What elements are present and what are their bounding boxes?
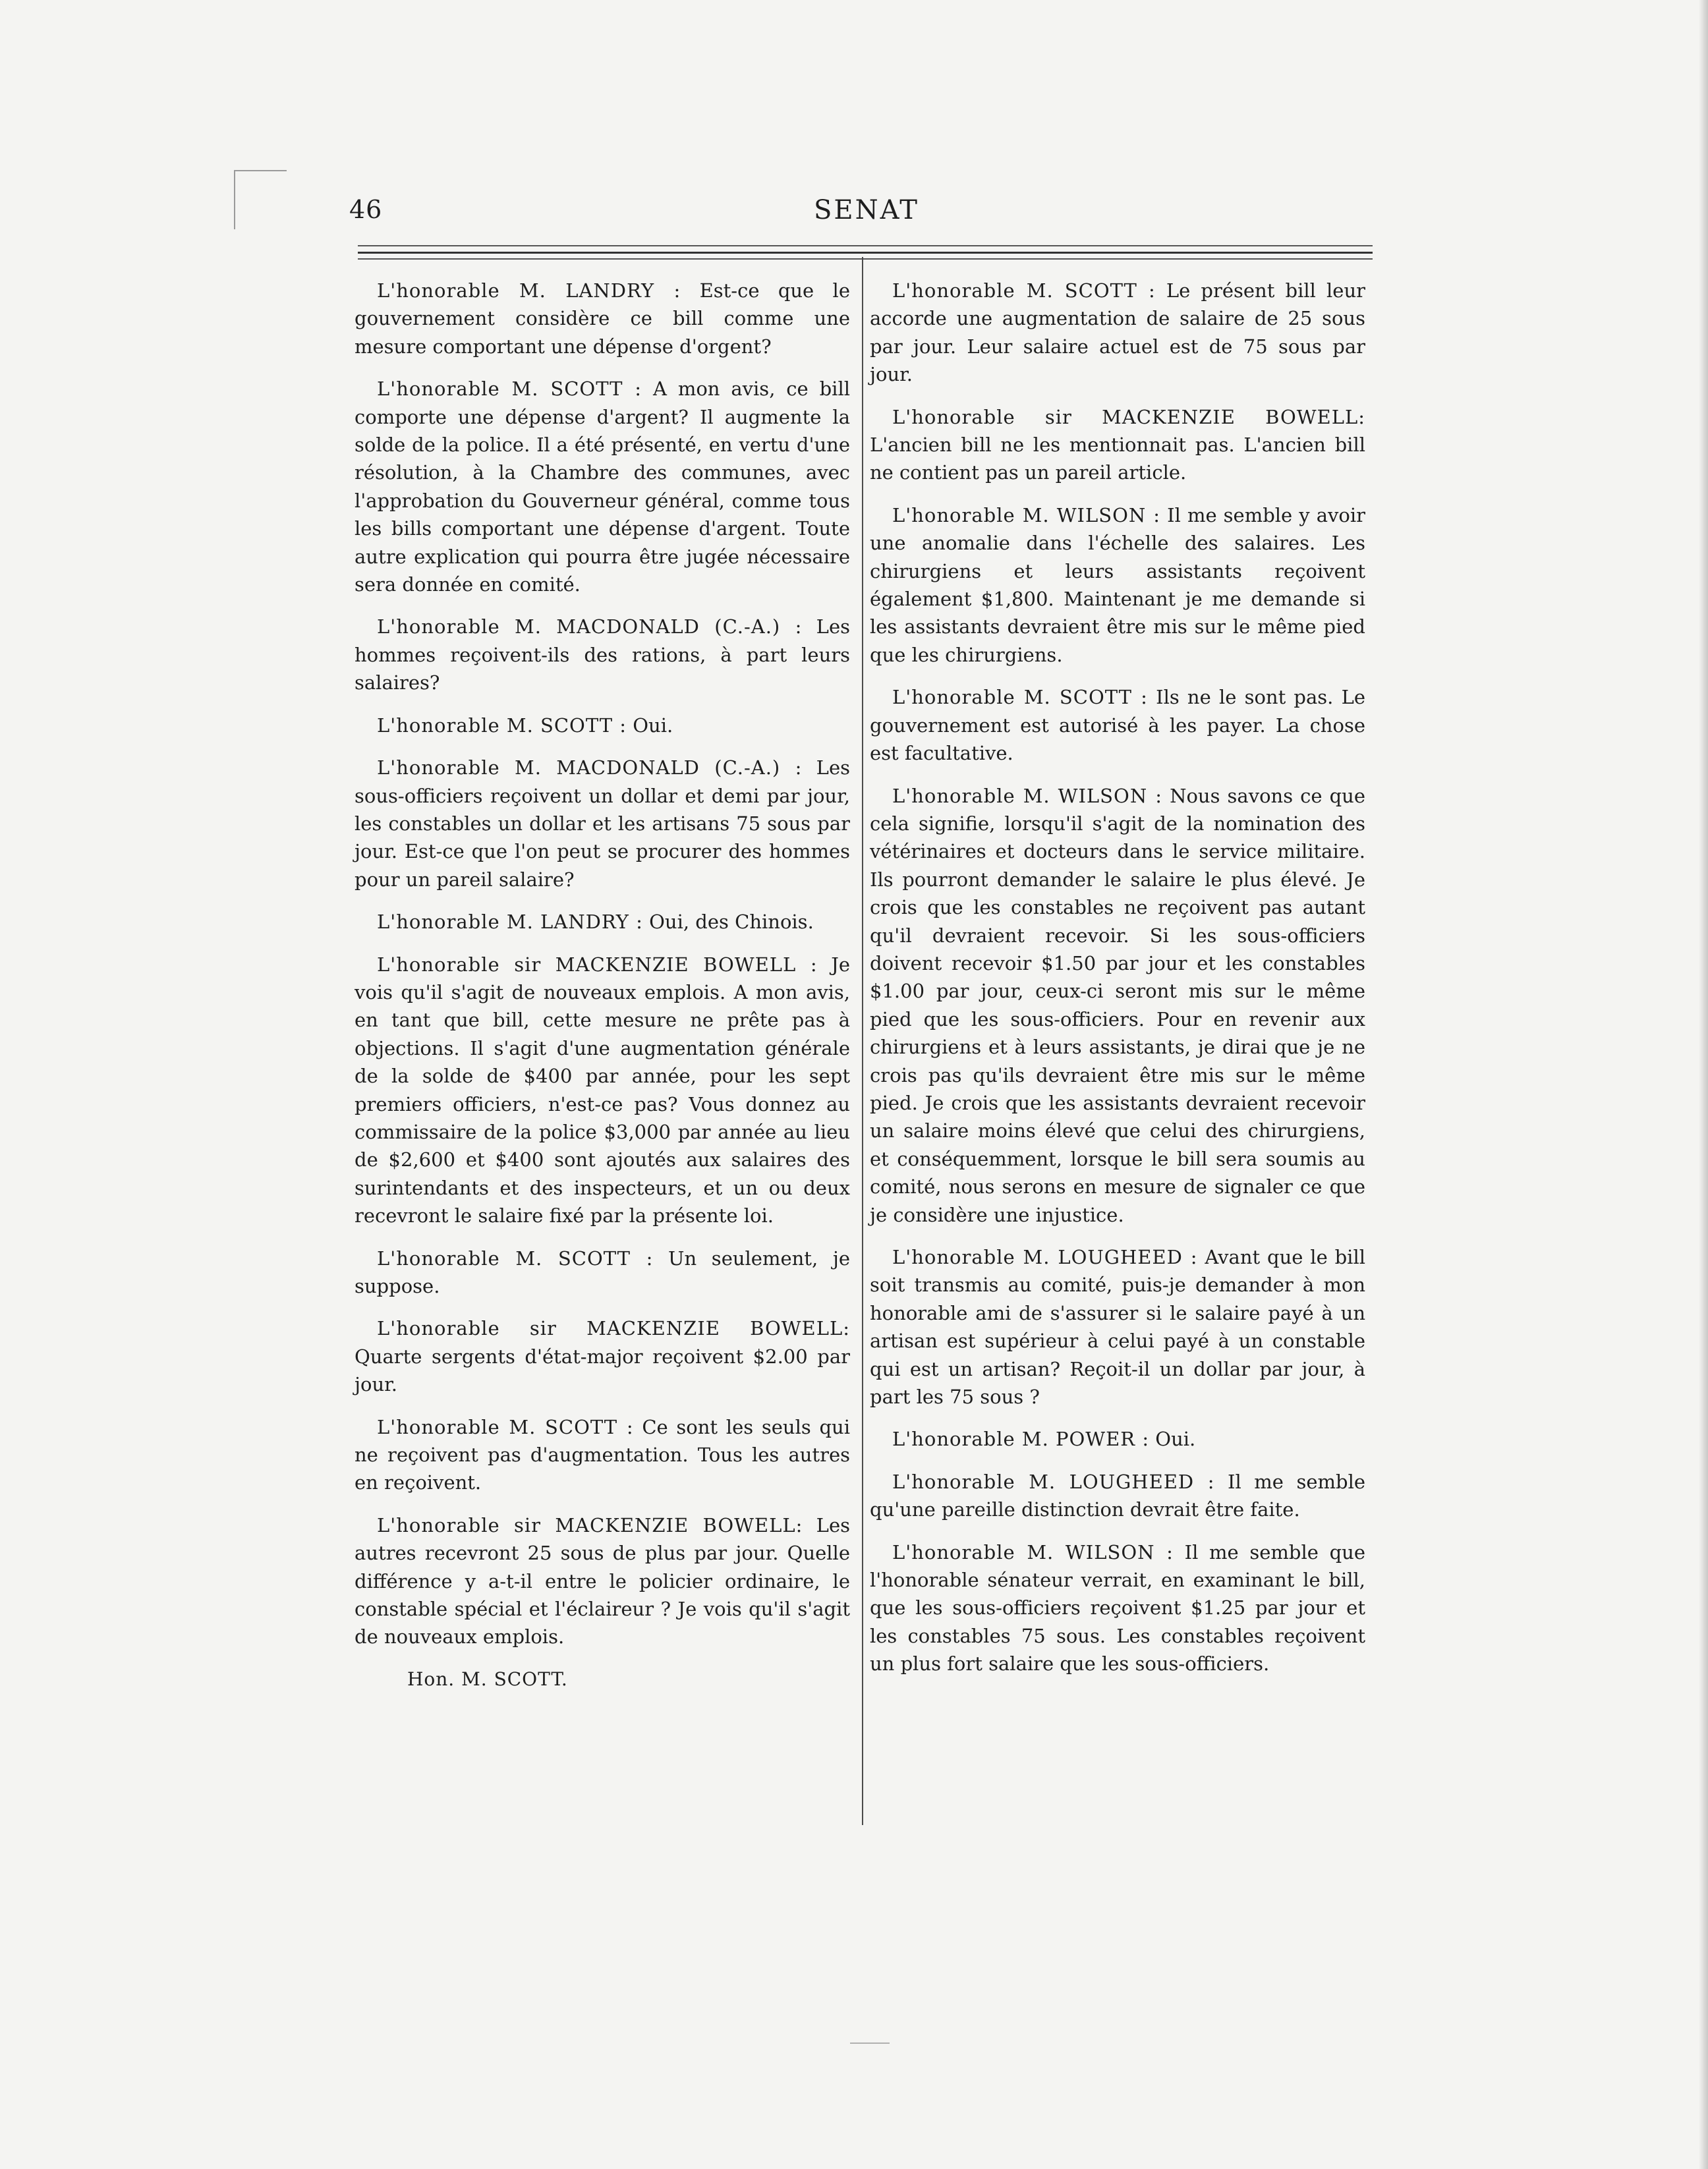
header-rule [358, 258, 1373, 260]
page-number: 46 [349, 195, 383, 224]
speech-paragraph [355, 1511, 850, 1651]
speech-paragraph [870, 277, 1365, 389]
speech-text: Ce sont les seuls qui ne reçoivent pas d'augmentation. Tous les autres en reçoivent. [355, 1415, 850, 1494]
speaker-name: L'honorable M. SCOTT : [377, 1247, 654, 1270]
speech-text: Oui. [1149, 1428, 1196, 1451]
speaker-name: L'honorable M. SCOTT : [892, 279, 1156, 302]
scan-corner-mark-vertical [234, 170, 235, 229]
speech-paragraph [870, 1538, 1365, 1678]
speaker-name: L'honorable M. LANDRY : [377, 911, 643, 934]
page-footer-name: Hon. M. SCOTT. [407, 1668, 568, 1690]
speech-paragraph [355, 1413, 850, 1497]
speech-text: Il me semble y avoir une anomalie dans l'échelle des salaires. Les chirurgiens et leurs assistants reçoivent également $1,800. Maintenant je me demande si les assistants devraient être mis sur le même pied que les chirurgiens. [870, 503, 1365, 666]
speaker-name: L'honorable M. WILSON : [892, 503, 1161, 526]
speech-paragraph [355, 1314, 850, 1398]
speech-paragraph [870, 1243, 1365, 1411]
speaker-name: L'honorable M. SCOTT : [377, 714, 627, 737]
speech-text: Les sous-officiers reçoivent un dollar et demi par jour, les constables un dollar et les artisans 75 sous par jour. Est-ce que l'on peut se procurer des hommes pour un pareil salaire? [355, 756, 850, 891]
speech-text: Il me semble qu'une pareille distinction devrait être faite. [870, 1470, 1366, 1521]
speech-paragraph [355, 1245, 850, 1301]
left-column [355, 277, 850, 1693]
scan-corner-mark [234, 170, 287, 171]
header-rule [358, 252, 1373, 254]
speech-text: Nous savons ce que cela signifie, lorsqu'il s'agit de la nomination des vétérinaires et docteurs dans le service militaire. Ils pourront demander le salaire le plus élevé. Je crois que les constables ne reçoivent pas autant qu'il devraient recevoir. Si les sous-officiers doivent recevoir $1.50 par jour et les constables $1.00 par jour, ceux-ci seront mis sur le même pied que les sous-officiers. Pour en revenir aux chirurgiens et à leurs assistants, je dirai que je ne crois pas qu'ils devraient être mis sur le même pied. Je crois que les assistants devraient recevoir un salaire moins élevé que celui des chirurgiens, et conséquemment, lorsque le bill sera soumis au comité, nous serons en mesure de signaler ce que je considère une injustice. [870, 784, 1366, 1226]
speech-text: Ils ne le sont pas. Le gouvernement est autorisé à les payer. La chose est facultative. [870, 686, 1365, 765]
speech-paragraph [355, 277, 850, 360]
speaker-name: L'honorable sir MACKENZIE BOWELL : [377, 953, 818, 976]
speech-paragraph [870, 683, 1365, 767]
speech-text: Avant que le bill soit transmis au comité, puis-je demander à mon honorable ami de s'assurer si le salaire payé à un artisan est supérieur à celui payé à un constable qui est un artisan? Reçoit-il un dollar par jour, à part les 75 sous ? [870, 1246, 1366, 1409]
speech-text: Quarte sergents d'état-major reçoivent $2.00 par jour. [355, 1345, 850, 1396]
speaker-name: L'honorable sir MACKENZIE BOWELL: [377, 1317, 850, 1340]
speaker-name: L'honorable M. LOUGHEED : [892, 1470, 1215, 1493]
scan-page-edge [1699, 0, 1708, 2169]
speaker-name: L'honorable M. WILSON : [892, 784, 1163, 807]
speaker-name: L'honorable M. POWER : [892, 1428, 1150, 1451]
speech-text: Je vois qu'il s'agit de nouveaux emplois. A mon avis, en tant que bill, cette mesure ne prête pas à objections. Il s'agit d'une augmentation générale de la solde de $400 par année, pour les sept premiers officiers, n'est-ce pas? Vous donnez au commissaire de la police $3,000 par année au lieu de $2,600 et $400 sont ajoutés aux salaires des surintendants et des inspecteurs, et un ou deux recevront le salaire fixé par la présente loi. [355, 953, 850, 1227]
speech-paragraph [870, 782, 1365, 1229]
speech-paragraph [355, 754, 850, 893]
speech-text: A mon avis, ce bill comporte une dépense d'argent? Il augmente la solde de la police. Il a été présenté, en vertu d'une résolution, à la Chambre des communes, avec l'approbation du Gouverneur général, comme tous les bills comportant une dépense d'argent. Toute autre explication qui pourra être jugée nécessaire sera donnée en comité. [355, 378, 850, 596]
speaker-name: L'honorable M. MACDONALD (C.-A.) : [377, 615, 803, 638]
speech-paragraph [870, 1468, 1365, 1524]
speaker-name: L'honorable M. SCOTT : [377, 378, 642, 401]
speech-text: Oui, des Chinois. [642, 911, 814, 934]
speech-text: Il me semble que l'honorable sénateur verrait, en examinant le bill, que les sous-officiers reçoivent $1.25 par jour et les constables 75 sous. Les constables reçoivent un plus fort salaire que les sous-officiers. [870, 1540, 1366, 1676]
running-title: SENAT [814, 195, 919, 225]
header-rule [358, 245, 1373, 246]
speech-paragraph [870, 403, 1365, 487]
speaker-name: L'honorable M. WILSON : [892, 1540, 1174, 1563]
bottom-dash-mark [850, 2042, 890, 2044]
speaker-name: L'honorable M. MACDONALD (C.-A.) : [377, 756, 803, 779]
speech-text: Les hommes reçoivent-ils des rations, à part leurs salaires? [355, 615, 850, 694]
speech-paragraph [870, 501, 1365, 669]
speaker-name: L'honorable M. LOUGHEED : [892, 1246, 1198, 1268]
speaker-name: L'honorable sir MACKENZIE BOWELL: [377, 1513, 803, 1536]
right-column [870, 277, 1365, 1693]
speech-text: Oui. [627, 714, 673, 737]
speech-paragraph [355, 375, 850, 598]
column-divider [862, 257, 863, 1825]
speech-paragraph [870, 1425, 1365, 1453]
speaker-name: L'honorable M. LANDRY : [377, 279, 681, 302]
speaker-name: L'honorable sir MACKENZIE BOWELL: [892, 405, 1365, 428]
speaker-name: L'honorable M. SCOTT : [377, 1415, 634, 1438]
speech-paragraph [355, 951, 850, 1230]
speech-text: Est-ce que le gouvernement considère ce bill comme une mesure comportant une dépense d'orgent? [355, 279, 850, 358]
speaker-name: L'honorable M. SCOTT : [892, 686, 1148, 709]
speech-paragraph [355, 908, 850, 936]
speech-paragraph [355, 613, 850, 696]
speech-text: Un seulement, je suppose. [355, 1247, 850, 1297]
speech-text: Les autres recevront 25 sous de plus par jour. Quelle différence y a-t-il entre le policier ordinaire, le constable spécial et l'éclaireur ? Je vois qu'il s'agit de nouveaux emplois. [355, 1513, 850, 1648]
page-header [349, 195, 1384, 235]
speech-text: Le présent bill leur accorde une augmentation de salaire de 25 sous par jour. Leur salaire actuel est de 75 sous par jour. [870, 279, 1365, 386]
speech-text: L'ancien bill ne les mentionnait pas. L'ancien bill ne contient pas un pareil article. [870, 434, 1365, 484]
speech-paragraph [355, 712, 850, 739]
